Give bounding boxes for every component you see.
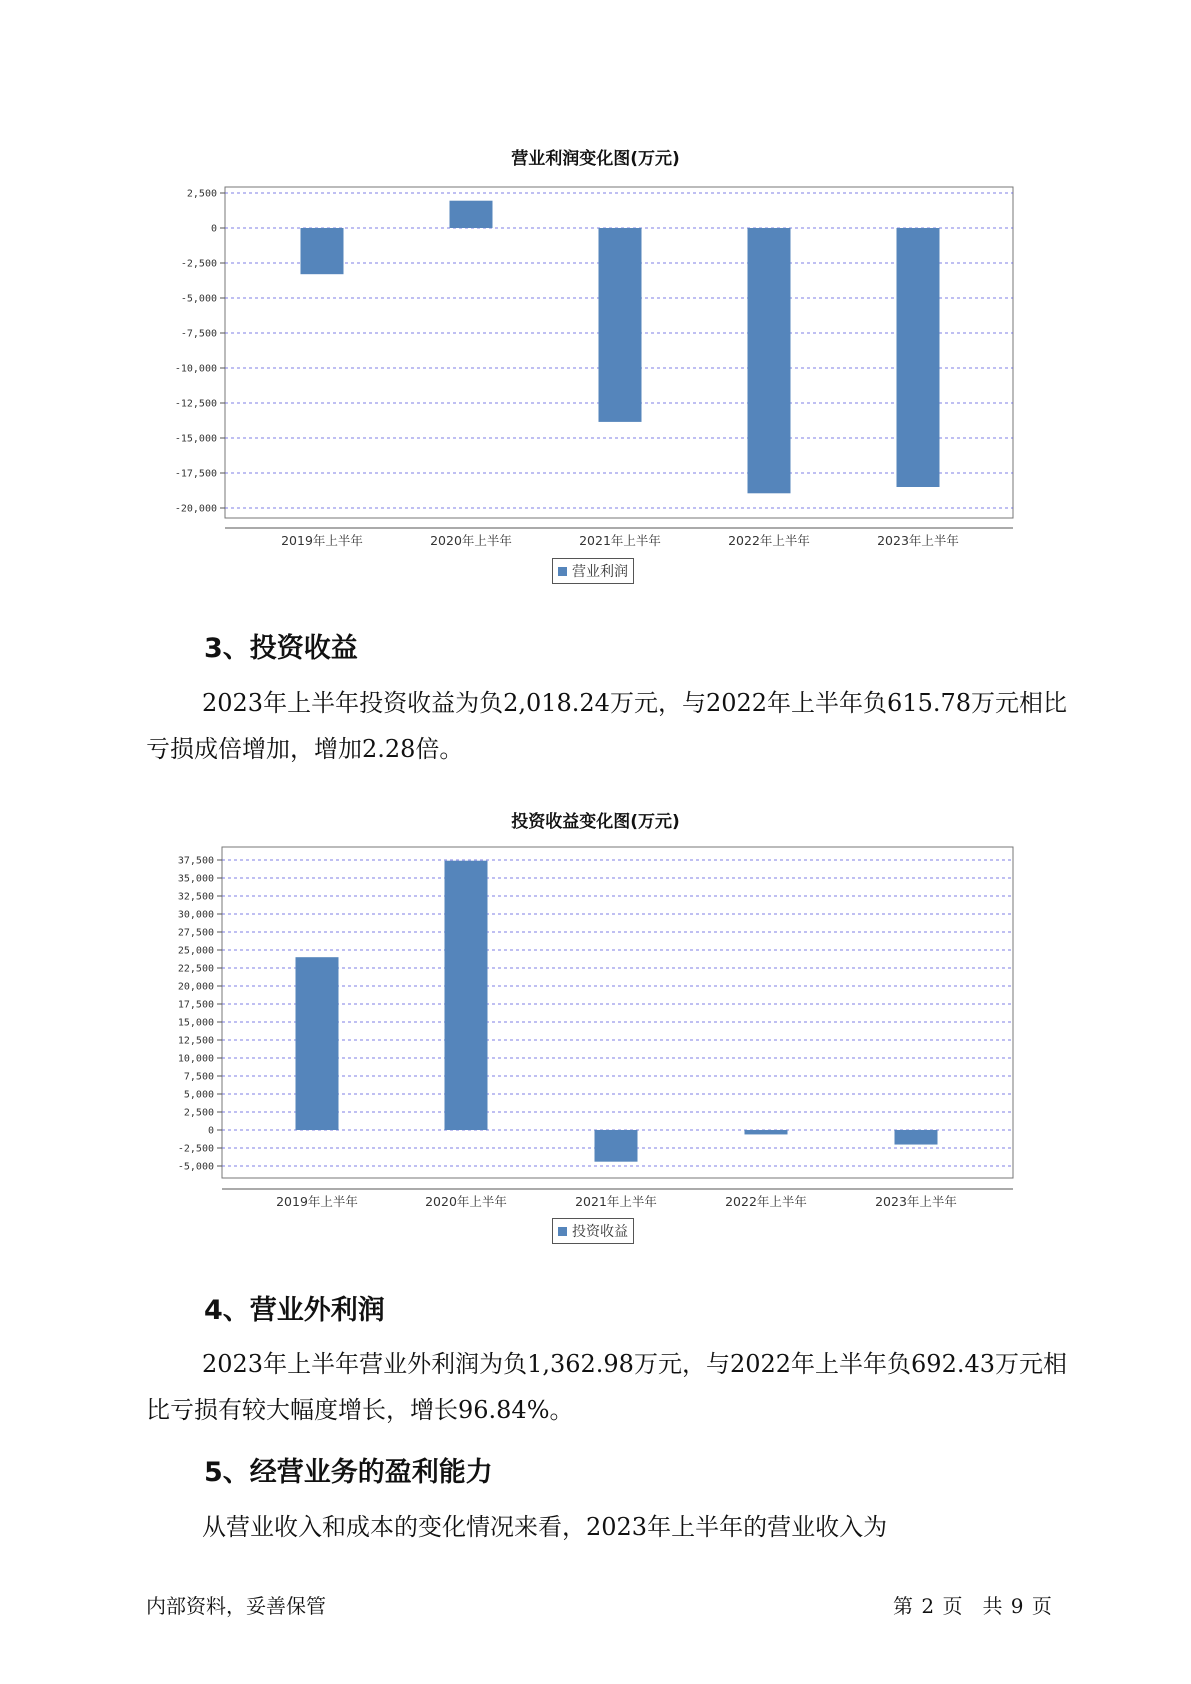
y-tick-label: -2,500 (180, 258, 217, 270)
x-category-label: 2022年上半年 (728, 533, 810, 548)
bar (445, 861, 488, 1130)
y-tick-label: 25,000 (177, 945, 214, 957)
y-tick-label: -15,000 (174, 433, 217, 445)
y-tick-label: 15,000 (177, 1017, 214, 1029)
x-category-label: 2022年上半年 (725, 1194, 807, 1209)
y-tick-label: -12,500 (174, 398, 217, 410)
bar (595, 1130, 638, 1162)
bar (296, 957, 339, 1130)
chart2-legend (552, 1218, 634, 1244)
paragraph-non-operating-profit: 2023年上半年营业外利润为负1,362.98万元，与2022年上半年负692.43万元相比亏损有较大幅度增长，增长96.84%。 (146, 1350, 1068, 1424)
y-tick-label: -5,000 (177, 1161, 214, 1173)
section-heading-investment-income: 3、投资收益 (204, 633, 358, 664)
chart2-legend-label: 投资收益 (572, 1224, 628, 1240)
y-tick-label: 0 (210, 223, 217, 235)
x-category-label: 2021年上半年 (579, 533, 661, 548)
y-tick-label: -17,500 (174, 468, 217, 480)
x-category-label: 2019年上半年 (276, 1194, 358, 1209)
x-category-label: 2020年上半年 (425, 1194, 507, 1209)
y-tick-label: 35,000 (177, 873, 214, 885)
y-tick-label: 12,500 (177, 1035, 214, 1047)
paragraph-operating-profitability: 从营业收入和成本的变化情况来看，2023年上半年的营业收入为 (202, 1513, 888, 1541)
x-category-label: 2021年上半年 (575, 1194, 657, 1209)
bar (895, 1130, 938, 1145)
y-tick-label: 7,500 (183, 1071, 214, 1083)
y-tick-label: -5,000 (180, 293, 217, 305)
y-tick-label: 0 (207, 1125, 214, 1137)
y-tick-label: 2,500 (183, 1107, 214, 1119)
chart1-legend-label: 营业利润 (572, 564, 628, 580)
paragraph-investment-income: 2023年上半年投资收益为负2,018.24万元，与2022年上半年负615.78万元相比亏损成倍增加，增加2.28倍。 (146, 689, 1068, 763)
y-tick-label: 5,000 (183, 1089, 214, 1101)
y-tick-label: 10,000 (177, 1053, 214, 1065)
plot-frame (222, 847, 1013, 1178)
section-heading-non-operating-profit: 4、营业外利润 (204, 1295, 385, 1326)
y-tick-label: -2,500 (177, 1143, 214, 1155)
y-tick-label: 20,000 (177, 981, 214, 993)
legend-swatch (558, 1227, 567, 1236)
x-category-label: 2020年上半年 (430, 533, 512, 548)
y-tick-label: 22,500 (177, 963, 214, 975)
chart1-title: 营业利润变化图(万元) (511, 149, 680, 169)
footer-confidential-note: 内部资料，妥善保管 (146, 1594, 326, 1618)
y-tick-label: 30,000 (177, 909, 214, 921)
x-category-label: 2023年上半年 (877, 533, 959, 548)
x-category-label: 2019年上半年 (281, 533, 363, 548)
y-tick-label: 27,500 (177, 927, 214, 939)
chart2-title: 投资收益变化图(万元) (511, 812, 680, 832)
y-tick-label: 17,500 (177, 999, 214, 1011)
y-tick-label: -7,500 (180, 328, 217, 340)
bar (745, 1130, 788, 1134)
y-tick-label: 37,500 (177, 855, 214, 867)
y-tick-label: -10,000 (174, 363, 217, 375)
y-tick-label: 2,500 (186, 188, 217, 200)
footer-page-number: 第 2 页 共 9 页 (893, 1594, 1052, 1618)
y-tick-label: 32,500 (177, 891, 214, 903)
y-tick-label: -20,000 (174, 503, 217, 515)
x-category-label: 2023年上半年 (875, 1194, 957, 1209)
section-heading-operating-profitability: 5、经营业务的盈利能力 (204, 1457, 493, 1488)
